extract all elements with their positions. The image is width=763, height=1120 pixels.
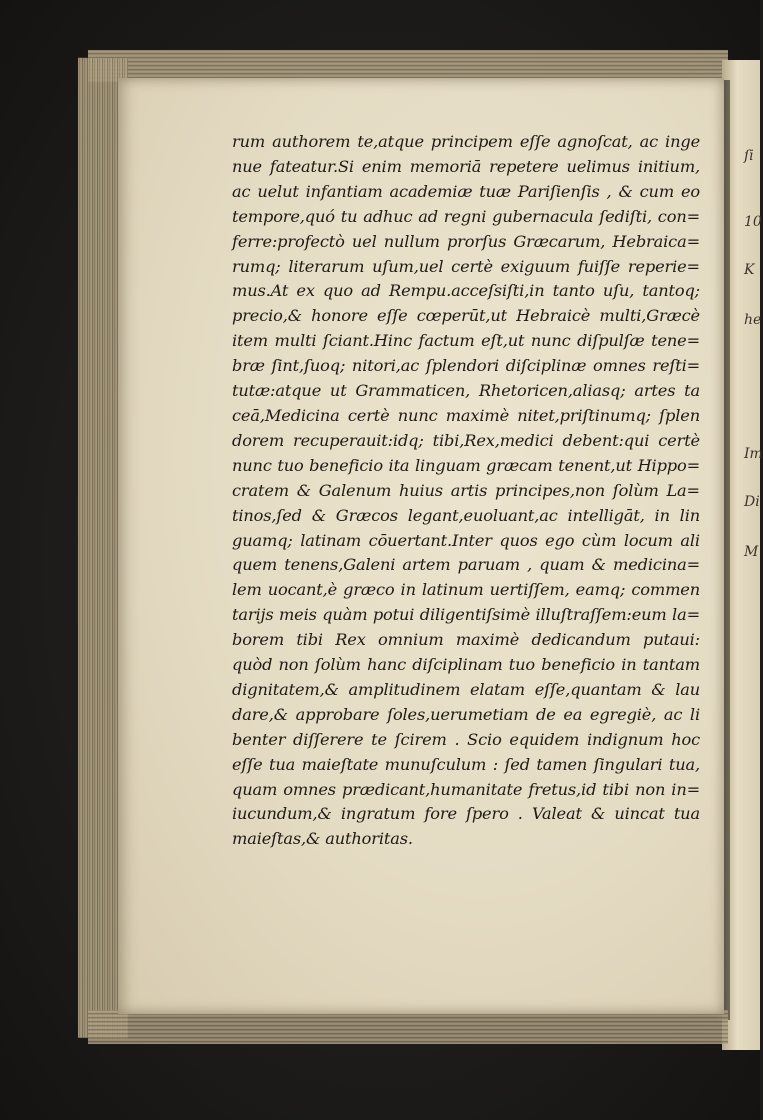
text-line: nunc tuo beneficio ita linguam græcam tenent,ut Hippo= bbox=[232, 455, 701, 475]
book-bottom-edge bbox=[88, 1010, 728, 1044]
text-line: lem uocant,è græco in latinum uertiſſem, eamq; commen bbox=[232, 580, 700, 600]
text-line: quòd non ſolùm hanc diſciplinam tuo beneficio in tantam bbox=[232, 655, 700, 675]
text-line: benter diſſerere te ſcirem . Scio equidem indignum hoc bbox=[232, 729, 700, 749]
text-line: precio,& honore eſſe cœperūt,ut Hebraicè multi,Græcè bbox=[232, 306, 700, 326]
text-line: eſſe tua maieſtate munuſculum : ſed tamen ſingulari tua, bbox=[232, 754, 700, 774]
text-line: quam omnes prædicant,humanitate fretus,id tibi non in= bbox=[232, 779, 701, 799]
adjacent-page-fragment: Di bbox=[744, 494, 760, 510]
adjacent-page-fragment: ſi bbox=[744, 148, 754, 164]
text-line: dorem recuperauit:idq; tibi,Rex,medici debent:qui certè bbox=[232, 430, 700, 450]
text-line: ac uelut infantiam academiæ tuæ Pariſienſis , & cum eo bbox=[232, 181, 700, 201]
text-line: dignitatem,& amplitudinem elatam eſſe,quantam & lau bbox=[232, 679, 701, 699]
text-line: bræ ſint,ſuoq; nitori,ac ſplendori diſciplinæ omnes reſti= bbox=[232, 356, 701, 376]
adjacent-page-fragment: Im bbox=[744, 446, 763, 462]
adjacent-page-fragment: he bbox=[744, 312, 762, 328]
page-text-block bbox=[232, 130, 700, 852]
text-line: nue fateatur.Si enim memoriā repetere uelimus initium, bbox=[232, 156, 701, 176]
text-line: maieſtas,& authoritas. bbox=[232, 829, 413, 849]
adjacent-page-fragment: M bbox=[744, 544, 759, 560]
text-line: iucundum,& ingratum fore ſpero . Valeat & uincat tua bbox=[232, 804, 700, 824]
text-line: tutæ:atque ut Grammaticen, Rhetoricen,aliasq; artes ta bbox=[232, 381, 700, 401]
text-line: dare,& approbare ſoles,uerumetiam de ea egregiè, ac li bbox=[232, 704, 700, 724]
text-line: ferre:profectò uel nullum prorſus Græcarum, Hebraica= bbox=[232, 231, 700, 251]
text-line: mus.At ex quo ad Rempu.acceſsiſti,in tanto uſu, tantoq; bbox=[232, 281, 700, 301]
adjacent-page-fragment: K bbox=[744, 262, 755, 278]
text-line: borem tibi Rex omnium maximè dedicandum putaui: bbox=[232, 630, 700, 650]
adjacent-page-fragment: 10 bbox=[744, 214, 762, 230]
text-line: item multi ſciant.Hinc factum eſt,ut nunc diſpulſæ tene= bbox=[232, 331, 701, 351]
text-line: tarijs meis quàm potui diligentiſsimè illuſtraſſem:eum la= bbox=[232, 605, 700, 625]
text-line: tempore,quó tu adhuc ad regni gubernacula ſediſti, con= bbox=[232, 206, 701, 226]
text-line: quem tenens,Galeni artem paruam , quam & medicina= bbox=[232, 555, 701, 575]
text-line: cratem & Galenum huius artis principes,non ſolùm La= bbox=[232, 480, 700, 500]
text-line: rumq; literarum uſum,uel certè exiguum fuiſſe reperie= bbox=[232, 256, 700, 276]
text-line: ceā,Medicina certè nunc maximè nitet,priſtinumq; ſplen bbox=[232, 405, 700, 425]
text-line: guamq; latinam cōuertant.Inter quos ego cùm locum ali bbox=[232, 530, 700, 550]
text-line: tinos,ſed & Græcos legant,euoluant,ac intelligāt, in lin bbox=[232, 505, 701, 525]
text-line: rum authorem te,atque principem eſſe agnoſcat, ac inge bbox=[232, 132, 700, 151]
